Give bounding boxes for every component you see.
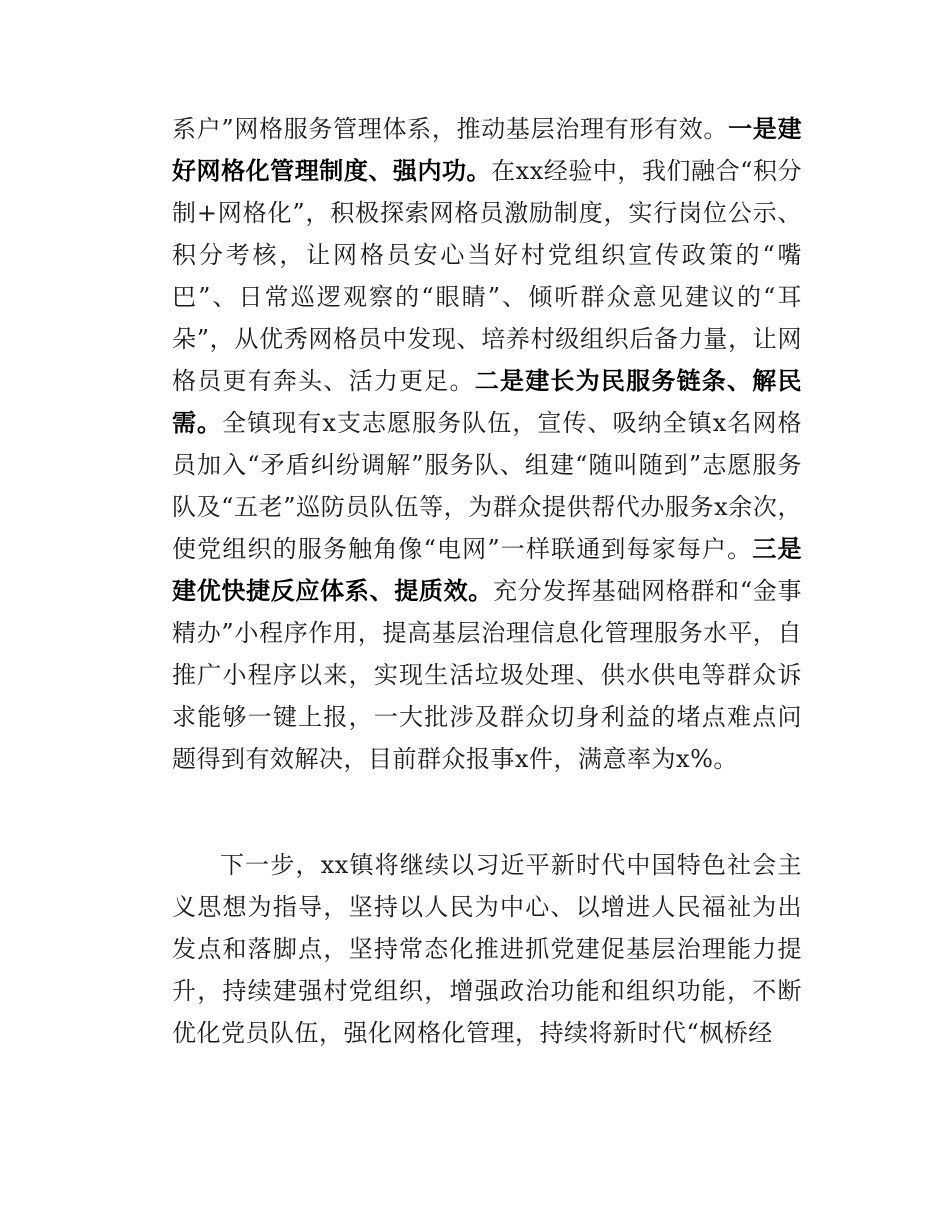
point-two-heading: 二是建长为民服务链条、解民需。	[172, 367, 802, 437]
paragraph-1-text-4: 充分发挥基础网格群和“金事精办”小程序作用，提高基层治理信息化管理服务水平，自推广小程序以来，实现生活垃圾处理、供水供电等群众诉求能够一键上报，一大批涉及群众切身利益的堵点难点问题得到有效解决，目前群众报事x件，满意率为x%。	[172, 577, 802, 773]
point-one-heading: 一是建好网格化管理制度、强内功。	[172, 115, 802, 185]
body-paragraph-1	[172, 108, 802, 780]
paragraph-2-text: 下一步，xx镇将继续以习近平新时代中国特色社会主义思想为指导，坚持以人民为中心、以增进人民福祉为出发点和落脚点，坚持常态化推进抓党建促基层治理能力提升，持续建强村党组织，增强政治功能和组织功能，不断优化党员队伍，强化网格化管理，持续将新时代“枫桥经	[172, 851, 802, 1047]
body-paragraph-2	[172, 844, 802, 1054]
paragraph-1-text-3: 全镇现有x支志愿服务队伍，宣传、吸纳全镇x名网格员加入“矛盾纠纷调解”服务队、组建“随叫随到”志愿服务队及“五老”巡防员队伍等，为群众提供帮代办服务x余次，使党组织的服务触角像“电网”一样联通到每家每户。	[172, 409, 803, 563]
paragraph-1-text-2: 在xx经验中，我们融合“积分制+网格化”，积极探索网格员激励制度，实行岗位公示、积分考核，让网格员安心当好村党组织宣传政策的“嘴巴”、日常巡逻观察的“眼睛”、倾听群众意见建议的“耳朵”，从优秀网格员中发现、培养村级组织后备力量，让网格员更有奔头、活力更足。	[172, 157, 803, 395]
point-three-heading: 三是建优快捷反应体系、提质效。	[172, 535, 803, 605]
paragraph-1-text-1: 系户”网格服务管理体系，推动基层治理有形有效。	[172, 115, 729, 143]
